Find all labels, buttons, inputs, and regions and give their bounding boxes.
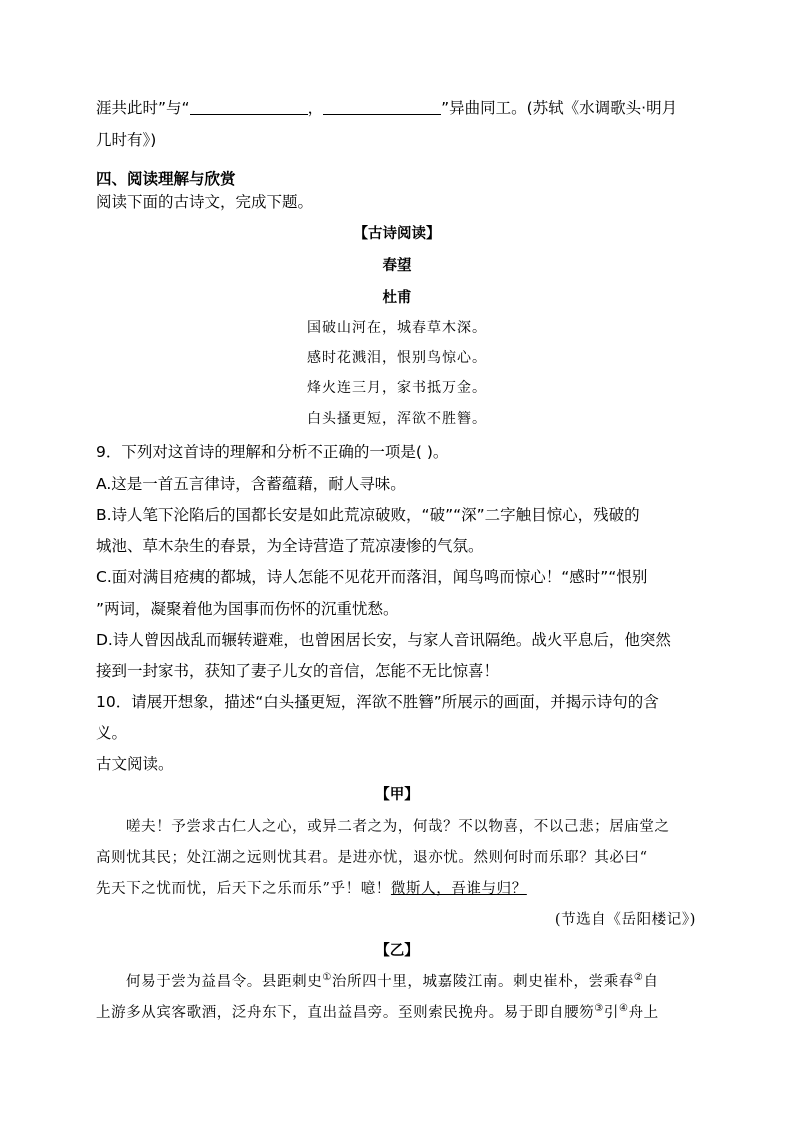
yi-text: 自 xyxy=(643,974,659,990)
footnote-marker: ① xyxy=(322,972,332,984)
q9-option-a: A.这是一首五言律诗，含蓄蕴藉，耐人寻味。 xyxy=(96,475,406,493)
q9-stem: 9．下列对这首诗的理解和分析不正确的一项是( )。 xyxy=(96,443,449,461)
q10-stem-cont: 义。 xyxy=(96,724,128,742)
q8-source: 几时有》) xyxy=(96,131,157,149)
yi-text: 引 xyxy=(603,1005,619,1021)
yi-text: 舟上 xyxy=(628,1005,659,1021)
jia-header: 【甲】 xyxy=(375,786,419,803)
q9-option-b-cont: 城池、草木杂生的春景，为全诗营造了荒凉凄惨的气氛。 xyxy=(96,537,484,555)
section-instruction: 阅读下面的古诗文，完成下题。 xyxy=(96,193,314,211)
q9-option-d: D.诗人曾因战乱而辗转避难，也曾困居长安，与家人音讯隔绝。战火平息后，他突然 xyxy=(96,631,671,649)
poem-line: 白头搔更短，浑欲不胜簪。 xyxy=(307,411,487,427)
q10-stem: 10．请展开想象，描述“白头搔更短，浑欲不胜簪”所展示的画面，并揭示诗句的含 xyxy=(96,693,659,711)
classical-intro: 古文阅读。 xyxy=(96,755,174,773)
jia-underlined-text: 微斯人，吾谁与归？ xyxy=(390,881,527,897)
poem-line: 烽火连三月，家书抵万金。 xyxy=(307,380,487,396)
jia-line: 高则忧其民；处江湖之远则忧其君。是进亦忧，退亦忧。然则何时而乐耶？其必曰“ xyxy=(96,850,648,866)
poem-header: 【古诗阅读】 xyxy=(353,225,441,242)
q9-option-c-cont: ”两词，凝聚着他为国事而伤怀的沉重忧愁。 xyxy=(96,600,399,618)
answer-blank-2[interactable] xyxy=(323,100,441,115)
poem-author: 杜甫 xyxy=(382,289,412,306)
yi-text: 上游多从宾客歌酒，泛舟东下，直出益昌旁。至则索民挽舟。易于即自腰笏 xyxy=(96,1005,595,1021)
jia-source: (节选自《岳阳楼记》) xyxy=(554,912,696,928)
footnote-marker: ④ xyxy=(618,1003,629,1015)
jia-line xyxy=(96,877,696,898)
q8-answer-line xyxy=(96,96,696,118)
q8-text: ”异曲同工。(苏轼《水调歌头·明月 xyxy=(441,99,678,117)
yi-text: 何易于尝为益昌令。县距刺史 xyxy=(126,974,323,990)
poem-line: 国破山河在，城春草木深。 xyxy=(307,320,487,336)
jia-text: 先天下之忧而忧，后天下之乐而乐”乎！噫！ xyxy=(96,881,391,897)
jia-line: 嗟夫！予尝求古仁人之心，或异二者之为，何哉？不以物喜，不以己悲；居庙堂之 xyxy=(126,819,670,835)
q8-text: ， xyxy=(307,99,324,117)
yi-line xyxy=(126,970,696,991)
q8-text: 涯共此时”与“ xyxy=(96,99,190,117)
q9-option-c: C.面对满目疮痍的都城，诗人怎能不见花开而落泪，闻鸟鸣而惊心！“感时”“恨别 xyxy=(96,568,648,586)
yi-text: 治所四十里，城嘉陵江南。刺史崔朴，尝乘春 xyxy=(331,974,634,990)
q9-option-b: B.诗人笔下沦陷后的国都长安是如此荒凉破败，“破”“深”二字触目惊心，残破的 xyxy=(96,506,640,524)
section-title: 四、阅读理解与欣赏 xyxy=(96,170,236,188)
yi-line xyxy=(96,1001,696,1022)
q9-option-d-cont: 接到一封家书，获知了妻子儿女的音信，怎能不无比惊喜！ xyxy=(96,662,500,680)
yi-header: 【乙】 xyxy=(375,942,419,959)
footnote-marker: ③ xyxy=(594,1003,604,1015)
answer-blank-1[interactable] xyxy=(190,100,308,115)
poem-title: 春望 xyxy=(382,257,412,274)
poem-line: 感时花溅泪，恨别鸟惊心。 xyxy=(307,350,487,366)
footnote-marker: ② xyxy=(633,972,644,984)
